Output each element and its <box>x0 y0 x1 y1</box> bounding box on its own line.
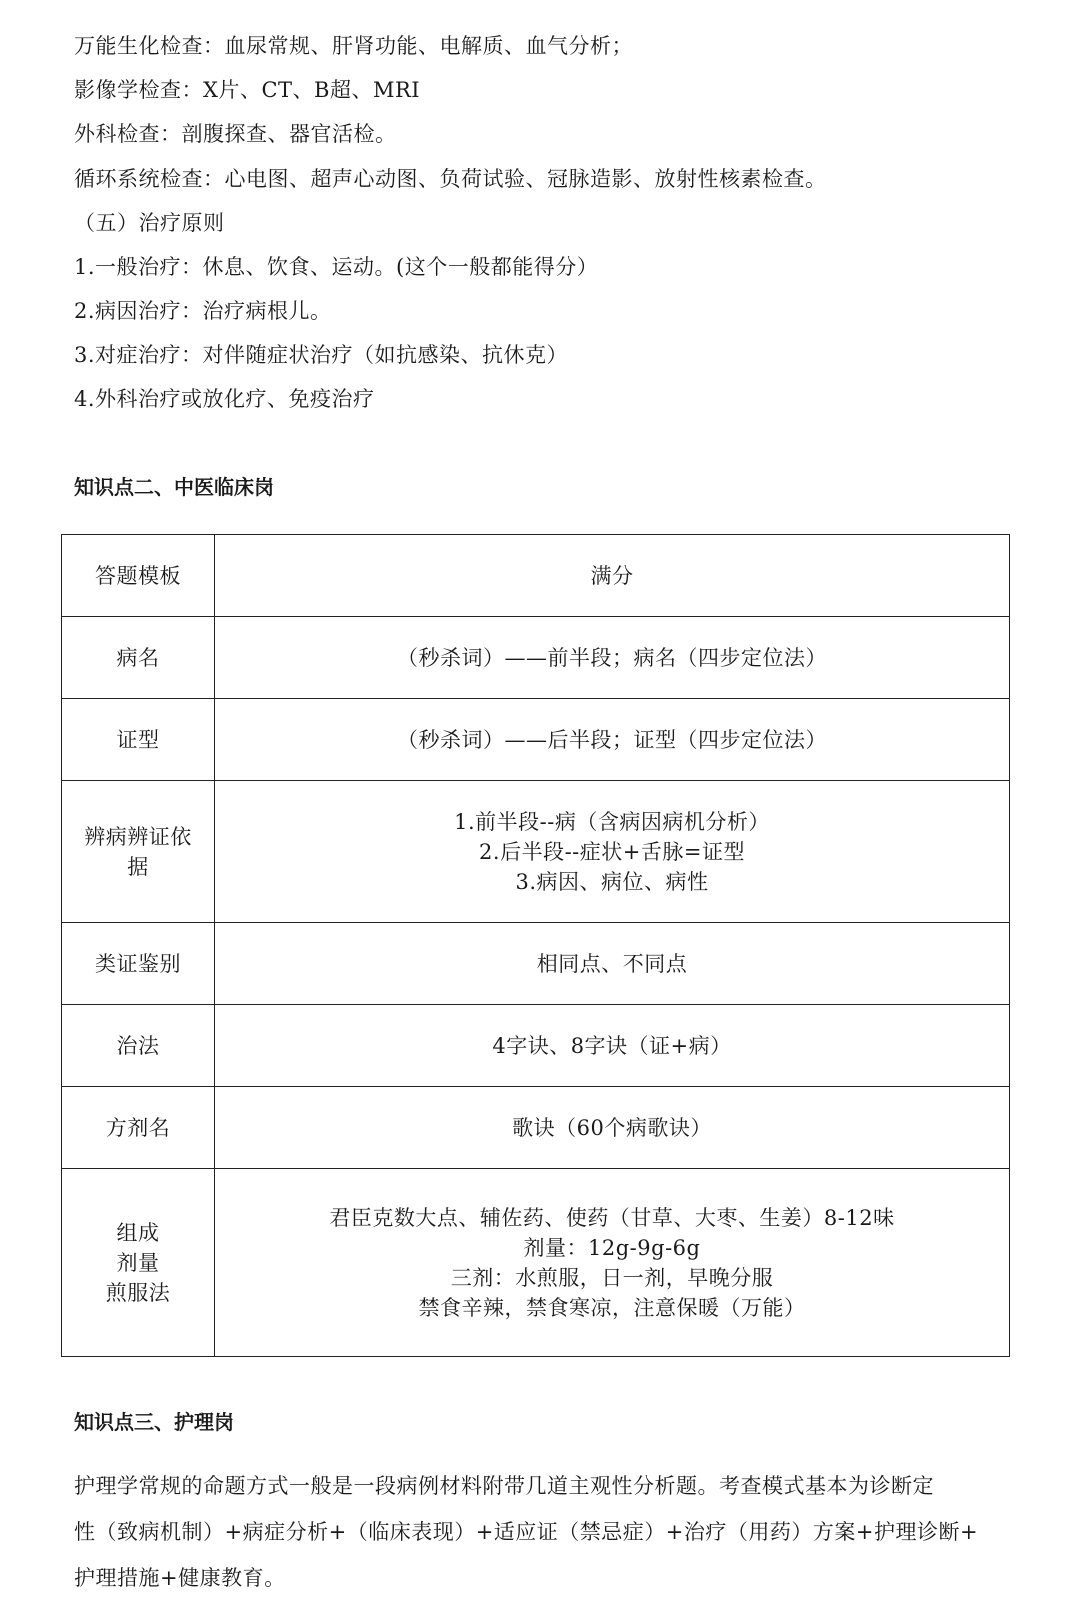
table-row <box>62 617 1010 699</box>
answer-template-table <box>61 534 1010 1357</box>
treatment-symptomatic-line: 3.对症治疗：对伴随症状治疗（如抗感染、抗休克） <box>74 343 569 367</box>
row-label-cell: 治法 <box>62 1005 215 1087</box>
table-row <box>62 1005 1010 1087</box>
paragraph-line: 护理措施+健康教育。 <box>74 1566 286 1590</box>
table-header-row <box>62 535 1010 617</box>
nursing-paragraph <box>74 1463 1014 1601</box>
row-content-cell: （秒杀词）——前半段；病名（四步定位法） <box>215 617 1010 699</box>
row-label-cell: 类证鉴别 <box>62 923 215 1005</box>
table-row <box>62 923 1010 1005</box>
treatment-etiology-line: 2.病因治疗：治疗病根儿。 <box>74 299 332 323</box>
paragraph-line: 性（致病机制）+病症分析+（临床表现）+适应证（禁忌症）+治疗（用药）方案+护理诊断+ <box>74 1520 979 1544</box>
header-template-cell: 答题模板 <box>62 535 215 617</box>
exam-circulatory-line: 循环系统检查：心电图、超声心动图、负荷试验、冠脉造影、放射性核素检查。 <box>74 167 827 191</box>
section3-title: 知识点三、护理岗 <box>74 1410 234 1434</box>
exam-surgical-line: 外科检查：剖腹探查、器官活检。 <box>74 122 397 146</box>
row-content-cell: （秒杀词）——后半段；证型（四步定位法） <box>215 699 1010 781</box>
row-content-cell: 歌诀（60个病歌诀） <box>215 1087 1010 1169</box>
row-label-cell: 辨病辨证依 据 <box>62 781 215 923</box>
table-row <box>62 1169 1010 1357</box>
paragraph-line: 护理学常规的命题方式一般是一段病例材料附带几道主观性分析题。考查模式基本为诊断定 <box>74 1474 934 1498</box>
row-label-cell: 病名 <box>62 617 215 699</box>
row-content-cell: 相同点、不同点 <box>215 923 1010 1005</box>
table-row <box>62 699 1010 781</box>
row-content-cell: 君臣克数大点、辅佐药、使药（甘草、大枣、生姜）8-12味 剂量：12g-9g-6g 三剂：水煎服，日一剂，早晚分服 禁食辛辣，禁食寒凉，注意保暖（万能） <box>215 1169 1010 1357</box>
row-label-cell: 方剂名 <box>62 1087 215 1169</box>
table-row <box>62 1087 1010 1169</box>
row-label-cell: 组成 剂量 煎服法 <box>62 1169 215 1357</box>
exam-imaging-line: 影像学检查：X片、CT、B超、MRI <box>74 78 421 102</box>
exam-biochem-line: 万能生化检查：血尿常规、肝肾功能、电解质、血气分析； <box>74 34 633 58</box>
header-fullscore-cell: 满分 <box>215 535 1010 617</box>
treatment-general-line: 1.一般治疗：休息、饮食、运动。(这个一般都能得分） <box>74 255 599 279</box>
row-content-cell: 1.前半段--病（含病因病机分析） 2.后半段--症状+舌脉=证型 3.病因、病位、病性 <box>215 781 1010 923</box>
row-content-cell: 4字诀、8字诀（证+病） <box>215 1005 1010 1087</box>
treatment-surgical-line: 4.外科治疗或放化疗、免疫治疗 <box>74 387 375 411</box>
section2-title: 知识点二、中医临床岗 <box>74 475 274 499</box>
table-row <box>62 781 1010 923</box>
treatment-principle-heading: （五）治疗原则 <box>74 211 225 235</box>
row-label-cell: 证型 <box>62 699 215 781</box>
